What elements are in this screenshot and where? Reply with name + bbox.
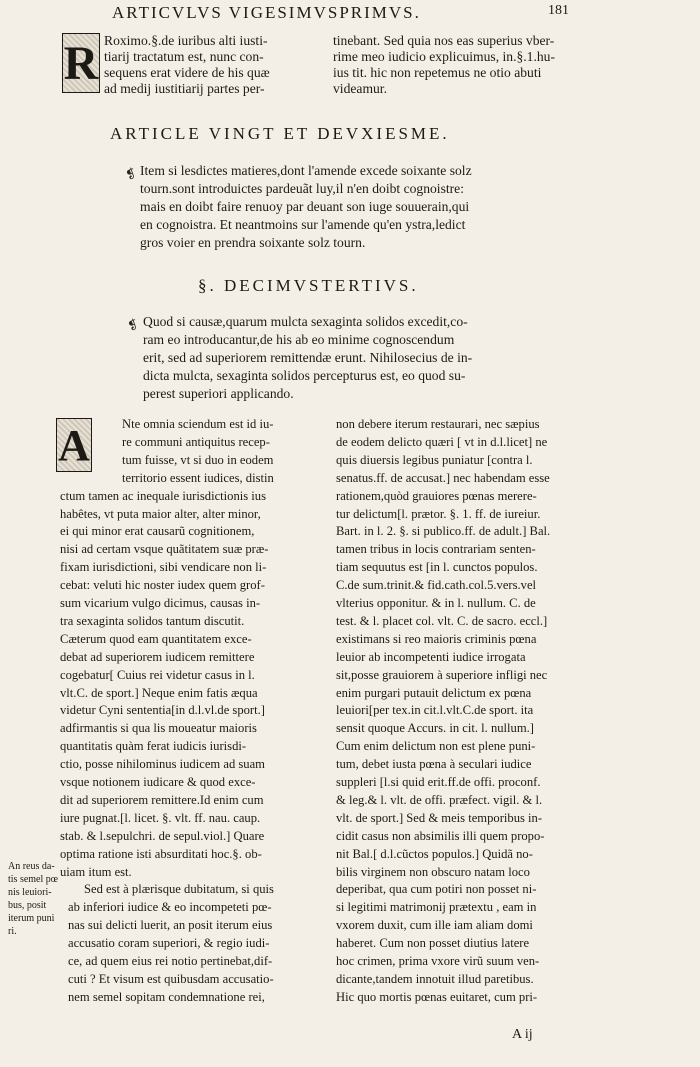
body-right-line: quis diuersis legibus puniatur [contra l.: [336, 452, 533, 467]
body-left-line: adfirmantis si qua lis moueatur maioris: [60, 721, 257, 736]
body-right-line: test. & l. placet col. vlt. C. de sacro. eccl.]: [336, 613, 548, 628]
opening-right-line: videamur.: [333, 81, 387, 96]
body-right-line: vlt. de sport.] Sed & meis temporibus in-: [336, 810, 543, 825]
body-left-line: ab inferiori iudice & eo incompeteti pœ-: [68, 900, 272, 915]
body-left-line: re communi antiquitus recep-: [122, 434, 270, 449]
article-line: gros voier en prendra soixante solz tourn.: [140, 235, 366, 250]
body-left-line: fixam iurisdictioni, sibi vendicare non li-: [60, 560, 267, 575]
margin-note-line: ri.: [8, 926, 17, 937]
body-right-line: tamen tribus in locis contrariam senten-: [336, 542, 536, 557]
body-left-line: ce, ad quem eius rei notio pertinebat,dif-: [68, 954, 273, 968]
body-left-line: sum vicarium vulgo dicimus, causas in-: [60, 596, 261, 610]
body-left-line: nisi ad certam vsque quãtitatem suæ præ-: [60, 542, 269, 557]
body-left-line: tum fuisse, vt si duo in eodem: [122, 452, 274, 467]
margin-note-line: iterum puni: [8, 913, 55, 924]
paragraph-mark-icon: ❡: [123, 165, 138, 183]
body-left-line: vsque notionem iudicare & quod exce-: [60, 775, 256, 789]
body-right-line: tum, debet iusta pœna à seculari iudice: [336, 757, 532, 772]
body-right-line: nit Bal.[ d.l.cũctos populos.] Quidã no-: [336, 846, 533, 861]
body-left-line: stab. & l.sepulchri. de sepul.viol.] Quare: [60, 828, 265, 843]
summary-line: perest superiori applicando.: [143, 386, 294, 401]
body-left-line: nem semel sopitam condemnatione rei,: [68, 989, 265, 1004]
body-right-line: hoc crimen, prima vxore virũ suum ven-: [336, 954, 540, 968]
body-left-line: ctum tamen ac inequale iurisdictionis ius: [60, 488, 266, 503]
body-right-line: Bart. in l. 2. §. si publico.ff. de adult.] Bal.: [336, 524, 551, 539]
body-right-line: enim purgari putauit delictum ex pœna: [336, 685, 532, 700]
body-left-line: videtur Cyni sententia[in d.l.vl.de sport.]: [60, 703, 265, 718]
body-right-line: C.de sum.trinit.& fid.cath.col.5.vers.vel: [336, 578, 537, 593]
body-right-line: tiam sequutus est [in l. cunctos populos.: [336, 560, 538, 575]
opening-left-line: ad medij iustitiarij partes per-: [104, 81, 265, 96]
body-left-line: quantitatis quàm ferat iudicis iurisdi-: [60, 739, 247, 754]
opening-right-line: tinebant. Sed quia nos eas superius vber-: [333, 33, 555, 48]
body-left-line: ei qui minor erat causarũ cognitionem,: [60, 524, 255, 539]
margin-note-line: bus, posit: [8, 900, 47, 911]
summary-line: ram eo introducantur,de his ab eo minime cognoscendum: [143, 332, 455, 347]
body-right-line: Cum enim delictum non est plene puni-: [336, 739, 536, 754]
body-right-line: non debere iterum restaurari, nec sæpius: [336, 417, 540, 431]
body-left-line: debat ad superiorem iudicem remittere: [60, 649, 255, 664]
body-right-line: suppleri [l.si quid erit.ff.de offi. proconf.: [336, 775, 541, 789]
body-left-line: optima ratione isti absurditati hoc.§. ob-: [60, 846, 262, 861]
body-left-line: ctio, posse nihilominus iudicem ad suam: [60, 757, 265, 772]
body-right-line: sit,posse grauiorem à superiore infligi nec: [336, 667, 548, 682]
running-head: ARTICVLVS VIGESIMVSPRIMVS.: [112, 3, 421, 22]
body-left-line: habêtes, vt puta maior alter, alter minor,: [60, 506, 261, 521]
body-right-line: & leg.& l. vlt. de offi. præfect. vigil. & l.: [336, 792, 543, 807]
summary-line: erit, sed ad superiorem remittendæ erunt. Nihilosecius de in-: [143, 350, 473, 365]
margin-note-line: An reus da-: [8, 861, 55, 872]
body-right-line: bilis virginem non obscuro natam loco: [336, 864, 530, 879]
body-right-line: deperibat, qua cum potiri non posset ni-: [336, 882, 537, 897]
body-left-line: accusatio coram superiori, & regio iudi-: [68, 936, 270, 951]
body-left-line: Nte omnia sciendum est id iu-: [122, 417, 274, 431]
body-right-line: vxorem duxit, cum ille iam aliam domi: [336, 918, 533, 933]
body-right-line: rationem,quòd grauiores pœnas merere-: [336, 488, 537, 503]
body-right-line: de eodem delicto quæri [ vt in d.l.licet] ne: [336, 434, 548, 449]
body-left-line: cogebatur[ Cuius rei videtur casus in l.: [60, 667, 255, 682]
body-left-line: vlt.C. de sport.] Neque enim fatis æqua: [60, 685, 258, 700]
article-line: Item si lesdictes matieres,dont l'amende excede soixante solz: [140, 163, 472, 178]
body-left-line: territorio essent iudices, distin: [122, 470, 274, 485]
body-right-line: Hic quo mortis pœnas euitaret, cum pri-: [336, 989, 538, 1004]
body-right-line: sensit quoque Accurs. in cit. l. nullum.]: [336, 721, 534, 736]
body-left-line: nas sui delicti luerit, an posit iterum eius: [68, 918, 273, 933]
opening-left-line: sequens erat videre de his quæ: [104, 65, 270, 80]
page-number: 181: [548, 3, 569, 18]
summary-line: dicta mulcta, sexaginta solidos percepturus est, eo quod su-: [143, 368, 466, 383]
article-heading: ARTICLE VINGT ET DEVXIESME.: [110, 124, 450, 143]
body-right-line: leuior ab incompetenti iudice irrogata: [336, 649, 526, 664]
body-right-line: leuiori[per tex.in cit.l.vlt.C.de sport. ita: [336, 703, 534, 718]
body-right-line: vlterius opponitur. & in l. nullum. C. de: [336, 596, 536, 610]
article-line: en cognoistra. Et neantmoins sur l'amende qu'en ystra,ledict: [140, 217, 466, 232]
opening-left-line: Roximo.§.de iuribus alti iusti-: [104, 33, 268, 48]
body-right-line: senatus.ff. de accusat.] nec habendam esse: [336, 470, 550, 485]
body-left-line: Cæterum quod eam quantitatem exce-: [60, 631, 252, 646]
margin-note-line: tis semel pœ: [8, 874, 58, 885]
article-line: tourn.sont introduictes pardeuãt luy,il n'en doibt cognoistre:: [140, 181, 464, 196]
body-right-line: existimans si reo maioris criminis pœna: [336, 631, 537, 646]
body-left-line: Sed est à plærisque dubitatum, si quis: [84, 882, 274, 897]
drop-cap-r: R: [62, 33, 100, 93]
opening-left-line: tiarij tractatum est, nunc con-: [104, 49, 264, 64]
body-right-line: dicante,tandem innotuit illud paretibus.: [336, 971, 534, 986]
body-left-line: cebat: veluti hic noster iudex quem grof-: [60, 578, 265, 593]
opening-right-line: ius tit. hic non repetemus ne otio abuti: [333, 65, 542, 80]
body-right-line: tur delictum[l. prætor. §. 1. ff. de iureiur.: [336, 506, 541, 521]
body-left-line: iure pugnat.[l. licet. §. vlt. ff. nau. caup.: [60, 810, 261, 825]
body-left-line: tra sexaginta solidos tantum discutit.: [60, 613, 245, 628]
body-left-line: cuti ? Et visum est quibusdam accusatio-: [68, 971, 274, 986]
body-left-line: dit ad superiorem remittere.Id enim cum: [60, 792, 264, 807]
body-right-line: haberet. Cum non posset diutius latere: [336, 936, 530, 951]
paragraph-mark-icon: ❡: [125, 316, 140, 334]
body-right-line: cidit casus non absimilis illi quem propo-: [336, 828, 545, 843]
signature-mark: A ij: [512, 1027, 533, 1042]
drop-cap-a: A: [56, 418, 92, 472]
summary-line: Quod si causæ,quarum mulcta sexaginta solidos excedit,co-: [143, 314, 468, 329]
article-line: mais en doibt faire renuoy par deuant son iuge souuerain,qui: [140, 199, 470, 214]
section-heading: §. DECIMVSTERTIVS.: [198, 276, 419, 295]
body-left-line: uiam itum est.: [60, 864, 132, 879]
body-right-line: si legitimi matrimonij prætextu , eam in: [336, 900, 537, 915]
margin-note-line: nis leuiori-: [8, 887, 52, 898]
opening-right-line: rime meo iudicio explicuimus, in.§.1.hu-: [333, 49, 555, 64]
